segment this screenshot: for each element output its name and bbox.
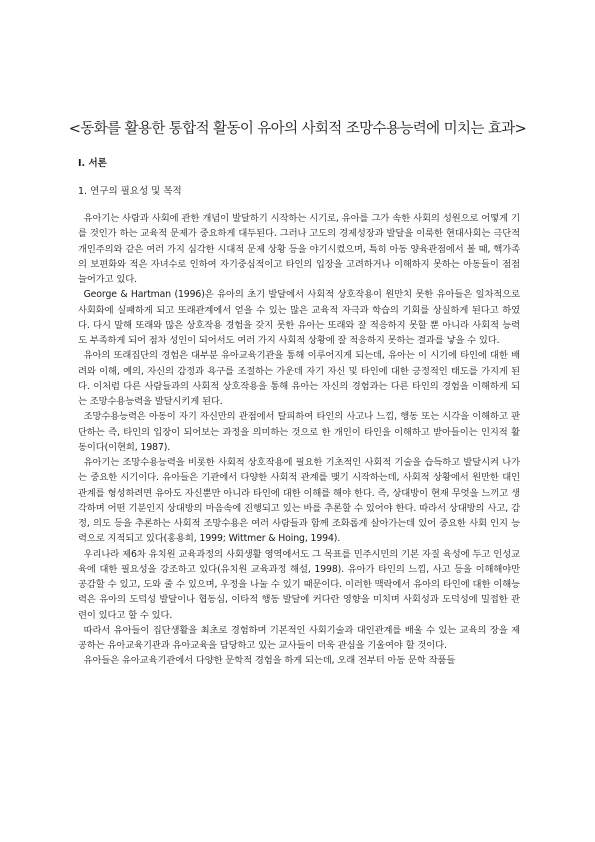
body-text bbox=[78, 211, 520, 669]
section-heading: Ⅰ. 서론 bbox=[78, 158, 107, 169]
paragraph: 따라서 유아들이 집단생활을 최초로 경험하며 기본적인 사회기술과 대인관계를 배울 수 있는 교육의 장을 제공하는 유아교육기관과 유아교육을 담당하고 있는 교사들이 더욱 관심을 기울여야 할 것이다. bbox=[78, 624, 520, 651]
paragraph: George & Hartman (1996)은 유아의 초기 발달에서 사회적 상호작용이 원만치 못한 유아들은 일차적으로 사회화에 실패하게 되고 또래관계에서 얻을 수 있는 많은 교육적 자극과 학습의 기회를 상실하게 된다고 하였다. 다시 말해 또래와 많은 상호작용 경험을 갖지 못한 유아는 또래와 잘 적응하지 못할 뿐 아니라 사회적 능력도 부족하게 되어 점차 성인이 되어서도 여러 가지 사회적 상황에 잘 적응하지 못하는 결과를 낳을 수 있다. bbox=[78, 289, 520, 346]
subsection-heading: 1. 연구의 필요성 및 목적 bbox=[78, 186, 182, 197]
paragraph: 유아들은 유아교육기관에서 다양한 문학적 경험을 하게 되는데, 오래 전부터 아동 문학 작품들 bbox=[83, 655, 456, 667]
paragraph: 유아기는 조망수용능력을 비롯한 사회적 상호작용에 필요한 기초적인 사회적 기술을 습득하고 발달시켜 나가는 중요한 시기이다. 유아들은 기관에서 다양한 사회적 관계를 맺기 시작하는데, 사회적 상황에서 원만한 대인관계를 형성하려면 유아도 자신뿐만 아니라 타인에 대한 이해를 해야 한다. 즉, 상대방이 현재 무엇을 느끼고 생각하며 어떤 기분인지 상대방의 마음속에 진행되고 있는 바를 추론할 수 있어야 한다. 따라서 상대방의 사고, 감정, 의도 등을 추론하는 사회적 조망수용은 여러 사람들과 함께 조화롭게 살아가는데 있어 중요한 사회 인지 능력으로 지적되고 있다(홍용희, 1999; Wittmer & Hoing, 1994). bbox=[78, 457, 520, 545]
page-title: <동화를 활용한 통합적 활동이 유아의 사회적 조망수용능력에 미치는 효과> bbox=[68, 121, 527, 137]
paragraph: 우리나라 제6차 유치원 교육과정의 사회생활 영역에서도 그 목표를 민주시민의 기본 자질 육성에 두고 인성교육에 대한 필요성을 강조하고 있다(유치원 교육과정 해설, 1998). 유아가 타인의 느낌, 사고 등을 이해해야만 공감할 수 있고, 도와 줄 수 있으며, 우정을 나눌 수 있기 때문이다. 이러한 맥락에서 유아의 타인에 대한 이해능력은 유아의 도덕성 발달이나 협동심, 이타적 행동 발달에 커다란 영향을 미치며 사회성과 도덕성에 밀접한 관련이 있다고 할 수 있다. bbox=[78, 548, 520, 621]
paragraph: 유아의 또래집단의 경험은 대부분 유아교육기관을 통해 이루어지게 되는데, 유아는 이 시기에 타인에 대한 배려와 이해, 예의, 자신의 감정과 욕구를 조절하는 가운데 자기 자신 및 타인에 대한 긍정적인 태도를 가지게 된다. 이처럼 다른 사람들과의 사회적 상호작용을 통해 유아는 자신의 경험과는 다른 타인의 경험을 이해하게 되는 조망수용능력을 발달시키게 된다. bbox=[78, 350, 520, 407]
paragraph: 조망수용능력은 아동이 자기 자신만의 관점에서 탈피하여 타인의 사고나 느낌, 행동 또는 시각을 이해하고 판단하는 즉, 타인의 입장이 되어보는 과정을 의미하는 것으로 한 개인이 타인을 이해하고 받아들이는 인지적 활동이다(이현희, 1987). bbox=[78, 411, 520, 453]
paragraph: 유아기는 사람과 사회에 관한 개념이 발달하기 시작하는 시기로, 유아를 그가 속한 사회의 성원으로 어떻게 기를 것인가 하는 교육적 문제가 중요하게 대두된다. 그러나 고도의 경제성장과 발달을 이룩한 현대사회는 극단적 개인주의와 같은 여러 가지 심각한 시대적 문제 상황 등을 야기시켰으며, 특히 아동 양육관점에서 볼 때, 핵가족의 보편화와 적은 자녀수로 인하여 자기중심적이고 타인의 입장을 고려하거나 이해하지 못하는 아동들이 점점 늘어가고 있다. bbox=[78, 213, 520, 285]
